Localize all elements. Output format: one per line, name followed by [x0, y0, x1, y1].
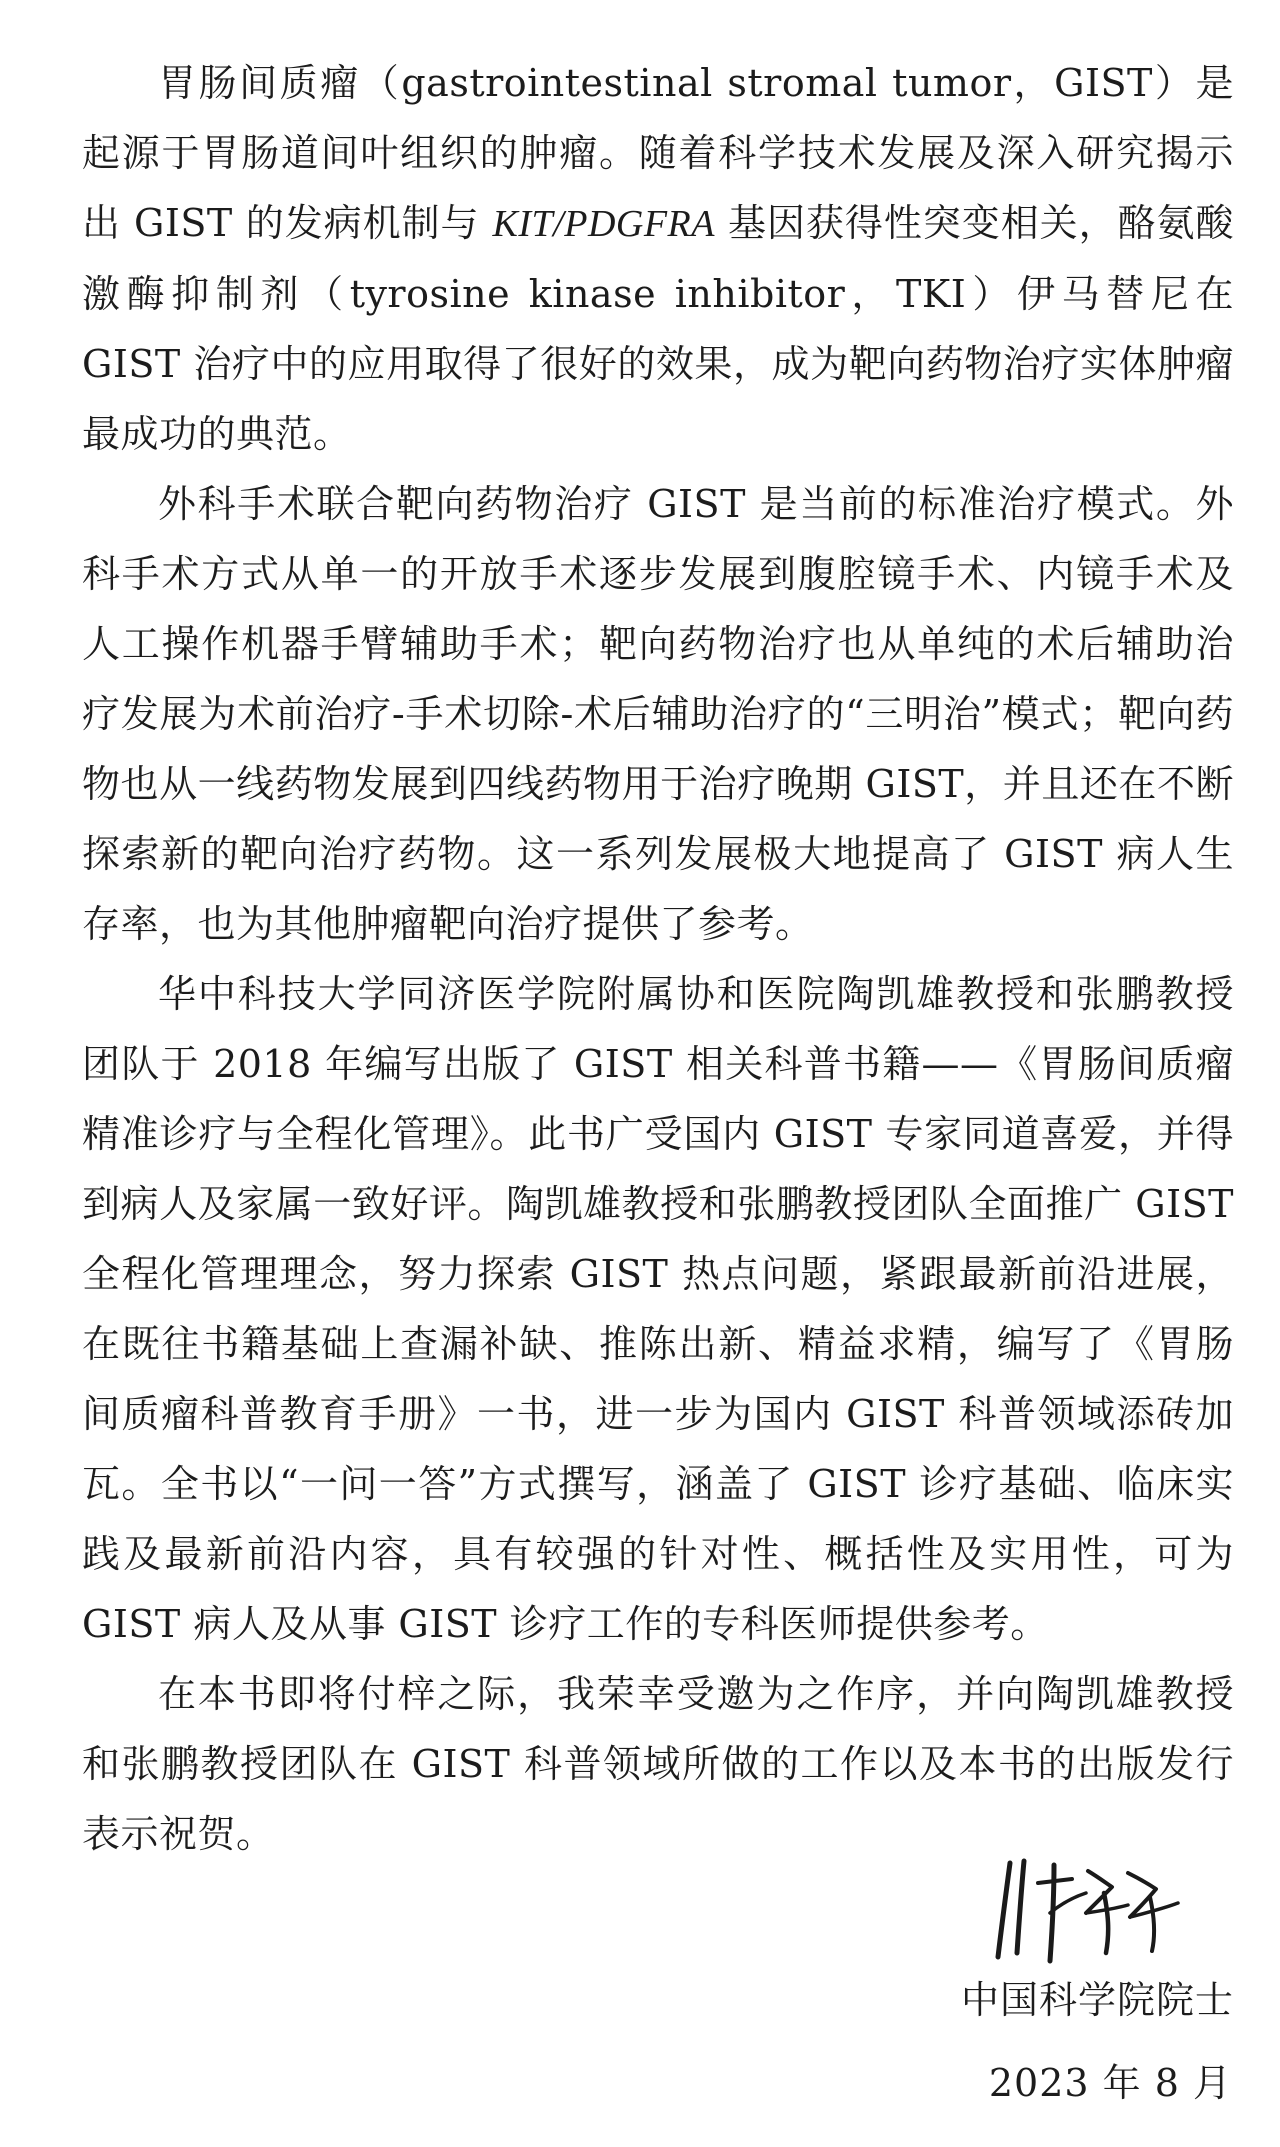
gene-name-italic: KIT/PDGFRA [492, 203, 715, 245]
paragraph-4-text: 在本书即将付梓之际，我荣幸受邀为之作序，并向陶凯雄教授和张鹏教授团队在 GIST 科普领域所做的工作以及本书的出版发行表示祝贺。 [82, 1672, 1234, 1856]
paragraph-1-text-a: 胃肠间质瘤（gastrointestinal stromal tumor，GIST）是起源于胃肠道间叶组织的肿瘤。随着科学技术发展及深入研究揭示出 GIST 的发病机制与 [82, 61, 1234, 245]
paragraph-1-text-b: 基因获得性突变相关，酪氨酸激酶抑制剂（tyrosine kinase inhibitor，TKI）伊马替尼在 GIST 治疗中的应用取得了很好的效果，成为靶向药物治疗实体肿瘤最成功的典范。 [82, 201, 1234, 456]
paragraph-3 [82, 959, 1234, 1659]
paragraph-3-text: 华中科技大学同济医学院附属协和医院陶凯雄教授和张鹏教授团队于 2018 年编写出版了 GIST 相关科普书籍——《胃肠间质瘤精准诊疗与全程化管理》。此书广受国内 GIST 专家同道喜爱，并得到病人及家属一致好评。陶凯雄教授和张鹏教授团队全面推广 GIST 全程化管理理念，努力探索 GIST 热点问题，紧跟最新前沿进展，在既往书籍基础上查漏补缺、推陈出新、精益求精，编写了《胃肠间质瘤科普教育手册》一书，进一步为国内 GIST 科普领域添砖加瓦。全书以“一问一答”方式撰写，涵盖了 GIST 诊疗基础、临床实践及最新前沿内容，具有较强的针对性、概括性及实用性，可为 GIST 病人及从事 GIST 诊疗工作的专科医师提供参考。 [82, 972, 1234, 1646]
handwritten-signature [990, 1853, 1190, 1973]
preface-body [82, 48, 1234, 1869]
paragraph-2 [82, 469, 1234, 959]
signer-title: 中国科学院院士 [960, 1978, 1234, 2022]
signature-date: 2023 年 8 月 [988, 2061, 1232, 2105]
paragraph-1 [82, 48, 1234, 469]
paragraph-4 [82, 1659, 1234, 1869]
paragraph-2-text: 外科手术联合靶向药物治疗 GIST 是当前的标准治疗模式。外科手术方式从单一的开放手术逐步发展到腹腔镜手术、内镜手术及人工操作机器手臂辅助手术；靶向药物治疗也从单纯的术后辅助治疗发展为术前治疗-手术切除-术后辅助治疗的“三明治”模式；靶向药物也从一线药物发展到四线药物用于治疗晚期 GIST，并且还在不断探索新的靶向治疗药物。这一系列发展极大地提高了 GIST 病人生存率，也为其他肿瘤靶向治疗提供了参考。 [82, 482, 1234, 946]
